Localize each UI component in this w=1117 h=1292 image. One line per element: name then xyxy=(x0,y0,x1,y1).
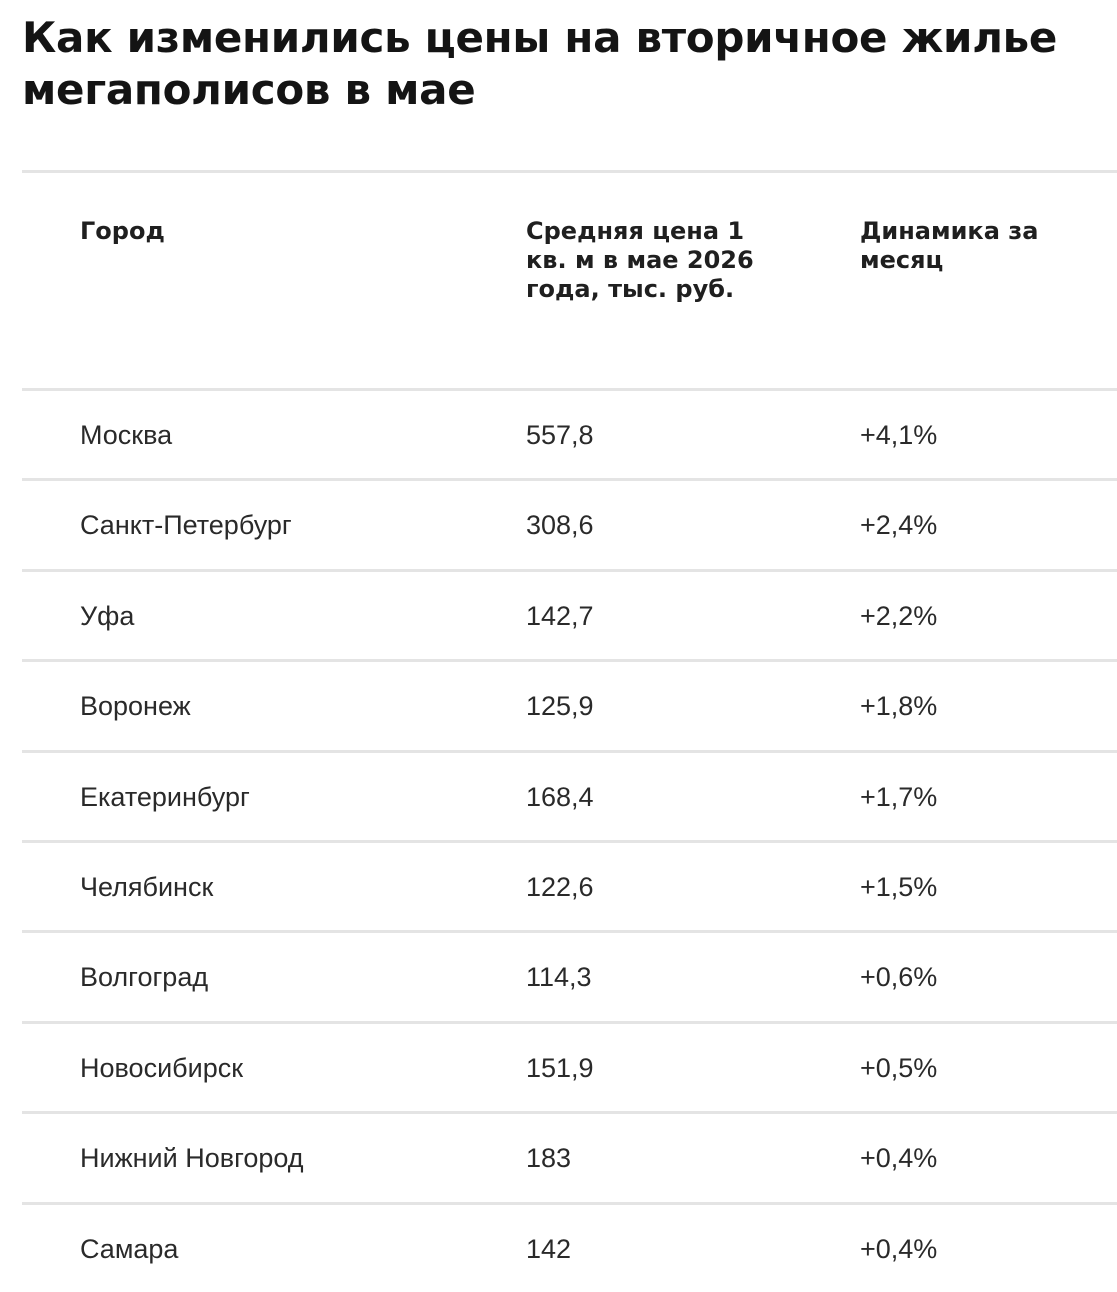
price-cell: 557,8 xyxy=(526,420,594,450)
table-row xyxy=(22,481,1117,571)
city-cell: Самара xyxy=(80,1233,179,1264)
city-cell: Челябинск xyxy=(80,871,214,902)
city-cell: Екатеринбург xyxy=(80,781,250,812)
change-cell: +0,4% xyxy=(860,1143,938,1174)
table-row xyxy=(22,391,1117,481)
page-title: Как изменились цены на вторичное жилье мегаполисов в мае xyxy=(22,13,1058,114)
table-row xyxy=(22,843,1117,933)
city-cell: Волгоград xyxy=(80,962,209,993)
change-cell: +0,6% xyxy=(860,962,938,993)
change-cell: +0,4% xyxy=(860,1233,938,1264)
table-row xyxy=(22,572,1117,662)
table-row xyxy=(22,933,1117,1023)
header-price: Средняя цена 1 кв. м в мае 2026 года, тыс. руб. xyxy=(526,217,754,303)
change-cell: +4,1% xyxy=(860,420,938,450)
header-city: Город xyxy=(80,217,165,245)
table-row xyxy=(22,662,1117,752)
table-header xyxy=(22,173,1117,391)
price-cell: 125,9 xyxy=(526,691,594,722)
table-row xyxy=(22,1114,1117,1204)
city-cell: Воронеж xyxy=(80,691,191,722)
table-row xyxy=(22,1205,1117,1292)
price-table xyxy=(22,170,1117,1292)
price-cell: 142,7 xyxy=(526,600,594,631)
change-cell: +1,8% xyxy=(860,691,938,722)
price-cell: 151,9 xyxy=(526,1052,594,1083)
table-row xyxy=(22,753,1117,843)
change-cell: +1,5% xyxy=(860,871,938,902)
price-cell: 122,6 xyxy=(526,871,594,902)
price-cell: 114,3 xyxy=(526,962,592,993)
change-cell: +2,4% xyxy=(860,510,938,541)
change-cell: +1,7% xyxy=(860,781,938,812)
city-cell: Санкт-Петербург xyxy=(80,510,292,541)
city-cell: Москва xyxy=(80,420,173,450)
price-cell: 142 xyxy=(526,1233,572,1264)
change-cell: +2,2% xyxy=(860,600,938,631)
change-cell: +0,5% xyxy=(860,1052,938,1083)
price-cell: 183 xyxy=(526,1143,572,1174)
header-change: Динамика за месяц xyxy=(860,217,1039,274)
table-row xyxy=(22,1024,1117,1114)
city-cell: Новосибирск xyxy=(80,1052,244,1083)
city-cell: Нижний Новгород xyxy=(80,1143,304,1174)
city-cell: Уфа xyxy=(80,600,135,631)
price-cell: 168,4 xyxy=(526,781,594,812)
price-cell: 308,6 xyxy=(526,510,594,541)
